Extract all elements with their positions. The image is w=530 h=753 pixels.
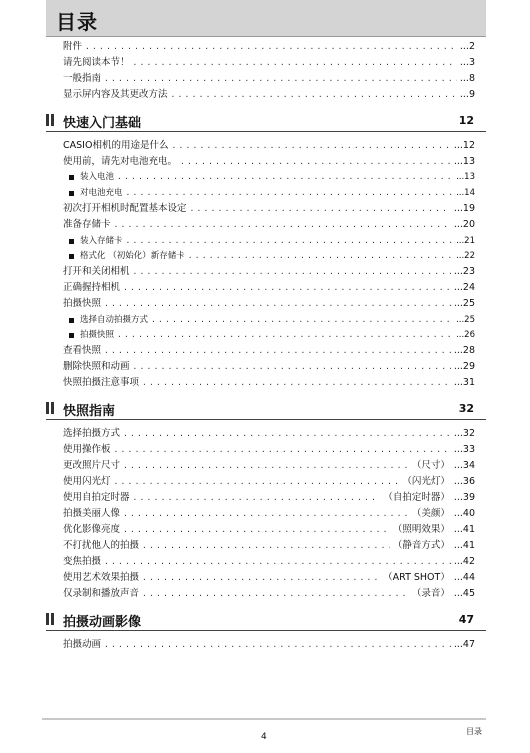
- toc-entry-page: ...28: [453, 345, 475, 356]
- toc-entry-label: 选择自动拍摄方式: [80, 315, 149, 325]
- toc-entry-page: ...25: [453, 298, 475, 309]
- toc-entry-page: ...34: [453, 460, 475, 471]
- toc-entry-page: ...45: [453, 588, 475, 599]
- dot-leader: [104, 73, 457, 85]
- toc-entry-page: ...24: [453, 282, 475, 293]
- section-page: 32: [458, 402, 474, 415]
- toc-subentry[interactable]: [69, 310, 475, 326]
- toc-entry-label: 装入电池: [80, 172, 115, 182]
- dot-leader: [123, 282, 451, 294]
- dot-leader: [123, 524, 390, 536]
- toc-entry-page: ...21: [456, 236, 475, 246]
- toc-entry[interactable]: [63, 488, 475, 504]
- dot-leader: [114, 476, 400, 488]
- toc-entry[interactable]: [63, 152, 475, 168]
- toc-title-bar: [46, 0, 486, 37]
- toc-entry-page: ...40: [453, 508, 475, 519]
- section-heading[interactable]: [46, 109, 486, 132]
- toc-entry-label: 对电池充电: [80, 188, 123, 198]
- dot-leader: [133, 266, 451, 278]
- toc-entry-page: ...42: [453, 556, 475, 567]
- toc-entry[interactable]: [63, 504, 475, 520]
- dot-leader: [142, 572, 380, 584]
- toc-entry[interactable]: [63, 341, 475, 357]
- toc-entry-page: ...39: [453, 492, 475, 503]
- toc-entry[interactable]: [63, 520, 475, 536]
- toc-entry-label: 使用闪光灯: [63, 476, 111, 487]
- bullet-icon: [69, 318, 74, 323]
- toc-entry-label: 不打扰他人的拍摄: [63, 540, 140, 551]
- toc-entry-page: ...41: [453, 524, 475, 535]
- toc-entry-label: 查看快照: [63, 345, 102, 356]
- toc-entry-page: ...25: [456, 315, 475, 325]
- toc-subentry[interactable]: [69, 246, 475, 262]
- toc-entry-page: ...3: [459, 57, 475, 68]
- toc-entry-page: ...41: [453, 540, 475, 551]
- toc-entry-page: ...2: [459, 41, 475, 52]
- dot-leader: [123, 428, 451, 440]
- dot-leader: [104, 556, 451, 568]
- toc-entry[interactable]: [63, 294, 475, 310]
- toc-entry-label: 更改照片尺寸: [63, 460, 121, 471]
- section-title: 快速入门基础: [63, 116, 142, 131]
- dot-leader: [104, 345, 451, 357]
- toc-subentry[interactable]: [69, 325, 475, 341]
- toc-entry-page: ...33: [453, 444, 475, 455]
- dot-leader: [123, 460, 409, 472]
- toc-entry-label: 快照拍摄注意事项: [63, 377, 140, 388]
- toc-entry-page: ...9: [459, 89, 475, 100]
- dot-leader: [117, 329, 453, 341]
- footer-label: 目录: [466, 727, 482, 736]
- toc-entry-label: 打开和关闭相机: [63, 266, 130, 277]
- toc-entry-page: ...13: [453, 156, 475, 167]
- toc-entry[interactable]: [63, 37, 475, 53]
- toc-entry-page: ...26: [456, 330, 475, 340]
- toc-entry-page: ...20: [453, 219, 475, 230]
- toc-entry[interactable]: [63, 357, 475, 373]
- toc-entry-label: 变焦拍摄: [63, 556, 102, 567]
- toc-entry-tag: （录音）: [411, 588, 450, 599]
- bullet-icon: [69, 239, 74, 244]
- section-title: 拍摄动画影像: [63, 615, 142, 630]
- section-title: 快照指南: [63, 404, 116, 419]
- bullet-icon: [69, 254, 74, 259]
- toc-entry-label: 选择拍摄方式: [63, 428, 121, 439]
- toc-entry-label: 拍摄美丽人像: [63, 508, 121, 519]
- toc-subentry[interactable]: [69, 231, 475, 247]
- toc-entry[interactable]: [63, 456, 475, 472]
- dot-leader: [188, 250, 453, 262]
- toc-entry[interactable]: [63, 424, 475, 440]
- toc-entry[interactable]: [63, 278, 475, 294]
- toc-entry-label: 附件: [63, 41, 83, 52]
- toc-entry-page: ...47: [453, 639, 475, 650]
- toc-entry-label: 拍摄快照: [63, 298, 102, 309]
- toc-entry-label: 格式化 （初始化）新存储卡: [80, 251, 185, 261]
- page-title: 目录: [56, 10, 98, 34]
- toc-entry-label: 准备存储卡: [63, 219, 111, 230]
- dot-leader: [85, 41, 457, 53]
- toc-entry[interactable]: [63, 536, 475, 552]
- toc-entry-label: 一般指南: [63, 73, 102, 84]
- toc-entry-label: 仅录制和播放声音: [63, 588, 140, 599]
- toc-entry-page: ...12: [453, 140, 475, 151]
- toc-entry-tag: （静音方式）: [392, 540, 450, 551]
- toc-entry-label: CASIO相机的用途是什么: [63, 140, 169, 151]
- toc-entry-label: 优化影像亮度: [63, 524, 121, 535]
- toc-entry-label: 请先阅读本节！: [63, 57, 130, 68]
- toc-entry-page: ...8: [459, 73, 475, 84]
- toc-entry-label: 正确握持相机: [63, 282, 121, 293]
- footer-divider: [42, 718, 486, 720]
- toc-entry[interactable]: [63, 584, 475, 600]
- toc-entry[interactable]: [63, 262, 475, 278]
- toc-entry[interactable]: [63, 53, 475, 69]
- dot-leader: [142, 540, 390, 552]
- toc-entry-tag: （ART SHOT）: [383, 572, 450, 583]
- dot-leader: [133, 361, 451, 373]
- dot-leader: [114, 444, 451, 456]
- toc-entry-label: 装入存储卡: [80, 236, 123, 246]
- section-page: 47: [458, 613, 474, 626]
- toc-entry-label: 使用操作板: [63, 444, 111, 455]
- toc-entry-label: 显示屏内容及其更改方法: [63, 89, 168, 100]
- toc-entry-page: ...23: [453, 266, 475, 277]
- toc-entry-label: 初次打开相机时配置基本设定: [63, 203, 187, 214]
- toc-entry-page: ...44: [453, 572, 475, 583]
- section-marker-icon: [46, 402, 58, 414]
- section-heading[interactable]: [46, 608, 486, 631]
- toc-entry-label: 删除快照和动画: [63, 361, 130, 372]
- toc-entry[interactable]: [63, 635, 475, 651]
- toc-entry-tag: （自拍定时器）: [383, 492, 450, 503]
- dot-leader: [142, 588, 409, 600]
- dot-leader: [171, 140, 450, 152]
- toc-entry-page: ...31: [453, 377, 475, 388]
- section-marker-icon: [46, 114, 58, 126]
- toc-entry-page: ...19: [453, 203, 475, 214]
- section-heading[interactable]: [46, 397, 486, 420]
- toc-entry[interactable]: [63, 552, 475, 568]
- toc-entry-tag: （闪光灯）: [402, 476, 450, 487]
- toc-entry-tag: （尺寸）: [411, 460, 450, 471]
- toc-entry-page: ...32: [453, 428, 475, 439]
- dot-leader: [114, 219, 451, 231]
- dot-leader: [133, 57, 457, 69]
- toc-subentry[interactable]: [69, 183, 475, 199]
- bullet-icon: [69, 191, 74, 196]
- toc-entry-page: ...22: [456, 251, 475, 261]
- dot-leader: [133, 492, 381, 504]
- toc-entry-label: 拍摄动画: [63, 639, 102, 650]
- dot-leader: [126, 187, 454, 199]
- toc-entry[interactable]: [63, 215, 475, 231]
- toc-entry-page: ...36: [453, 476, 475, 487]
- toc-entry[interactable]: [63, 85, 475, 101]
- toc-entry-label: 使用艺术效果拍摄: [63, 572, 140, 583]
- dot-leader: [117, 171, 453, 183]
- dot-leader: [190, 203, 451, 215]
- toc-entry-tag: （照明效果）: [392, 524, 450, 535]
- toc-entry[interactable]: [63, 472, 475, 488]
- toc-entry[interactable]: [63, 199, 475, 215]
- toc-subentry[interactable]: [69, 167, 475, 183]
- dot-leader: [104, 639, 451, 651]
- toc-entry[interactable]: [63, 373, 475, 389]
- section-marker-icon: [46, 613, 58, 625]
- dot-leader: [123, 508, 409, 520]
- bullet-icon: [69, 333, 74, 338]
- toc-entry-page: ...13: [456, 172, 475, 182]
- toc-entry-page: ...14: [456, 188, 475, 198]
- bullet-icon: [69, 175, 74, 180]
- toc-entry-label: 使用自拍定时器: [63, 492, 130, 503]
- dot-leader: [104, 298, 451, 310]
- footer-page-number: 4: [261, 732, 267, 742]
- dot-leader: [171, 89, 457, 101]
- section-page: 12: [458, 114, 474, 127]
- toc-entry-label: 拍摄快照: [80, 330, 115, 340]
- toc-entry-label: 使用前，请先对电池充电。: [63, 156, 178, 167]
- toc-entry[interactable]: [63, 568, 475, 584]
- toc-entry[interactable]: [63, 69, 475, 85]
- toc-entry[interactable]: [63, 440, 475, 456]
- toc-entry[interactable]: [63, 136, 475, 152]
- toc-entry-page: ...29: [453, 361, 475, 372]
- dot-leader: [142, 377, 451, 389]
- toc-entry-tag: （美颜）: [411, 508, 450, 519]
